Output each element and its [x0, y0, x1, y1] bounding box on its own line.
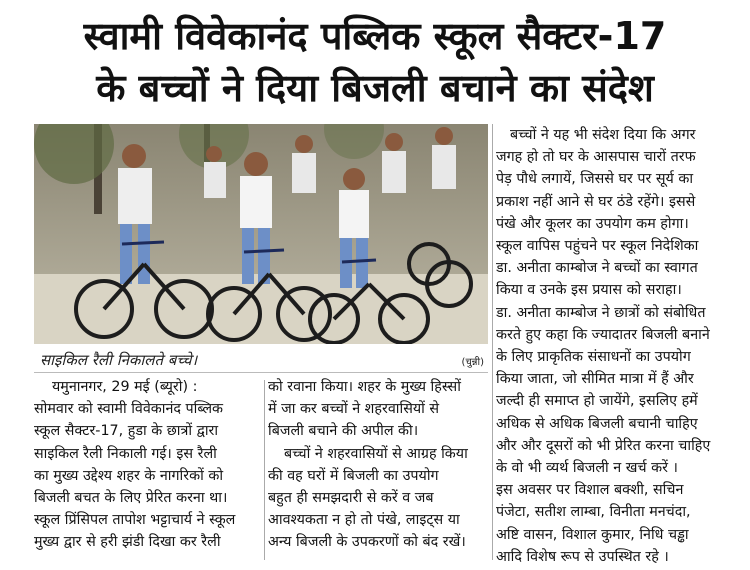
text-line: का मुख्य उद्देश्य शहर के नागरिकों को — [34, 467, 224, 484]
text-line: पंजेटा, सतीश लाम्बा, विनीता मनचंदा, — [496, 504, 691, 521]
text-line: स्कूल सैक्टर-17, हुडा के छात्रों द्वारा — [34, 423, 219, 440]
text-line: बच्चों ने यह भी संदेश दिया कि अगर — [510, 127, 696, 143]
cycle-rally-photo — [34, 124, 488, 344]
text-line: अधिक से अधिक बिजली बचानी चाहिए — [496, 415, 698, 432]
article-column-middle — [268, 376, 490, 554]
text-line: डा. अनीता काम्बोज ने छात्रों को संबोधित — [496, 304, 706, 321]
text-line: आदि विशेष रूप से उपस्थित रहे । — [496, 548, 669, 565]
text-line: को रवाना किया। शहर के मुख्य हिस्सों — [268, 379, 461, 395]
text-line: के वो भी व्यर्थ बिजली न खर्च करें । — [496, 460, 678, 477]
headline-line-1: स्वामी विवेकानंद पब्लिक स्कूल सैक्टर-17 — [83, 14, 667, 58]
text-line: स्कूल प्रिंसिपल तापोश भट्टाचार्य ने स्कूल — [34, 512, 236, 529]
text-line: किया व उनके इस प्रयास को सराहा। — [496, 282, 682, 299]
text-line: पंखे और कूलर का उपयोग कम होगा। — [496, 215, 689, 232]
column-divider — [264, 380, 265, 560]
column-divider — [492, 124, 493, 560]
text-line: प्रकाश नहीं आने से घर ठंडे रहेंगे। इससे — [496, 193, 696, 210]
photo-caption-bar — [34, 348, 488, 373]
text-line: किया जाता, जो सीमित मात्रा में हैं और — [496, 371, 694, 388]
news-photo — [34, 124, 488, 344]
text-line: सोमवार को स्वामी विवेकानंद पब्लिक — [34, 401, 224, 418]
text-line: बिजली बचत के लिए प्रेरित करना था। — [34, 490, 228, 507]
text-line: बच्चों ने शहरवासियों से आग्रह किया — [284, 445, 468, 462]
text-line: साइकिल रैली निकाली गई। इस रैली — [34, 445, 217, 462]
photo-credit: (चुन्नी) — [461, 357, 484, 368]
text-line: जगह हो तो घर के आसपास चारों तरफ — [496, 149, 696, 166]
text-line: की वह घरों में बिजली का उपयोग — [268, 467, 439, 484]
text-line: बिजली बचाने की अपील की। — [268, 423, 419, 440]
article-column-right — [496, 124, 748, 568]
text-line: डा. अनीता काम्बोज ने बच्चों का स्वागत — [496, 260, 698, 277]
photo-caption: साइकिल रैली निकालते बच्चे। — [40, 351, 198, 369]
text-line: जल्दी ही समाप्त हो जायेंगे, इसलिए हमें — [496, 393, 698, 410]
text-line: और और दूसरों को भी प्रेरित करना चाहिए — [496, 437, 711, 454]
text-line: बहुत ही समझदारी से करें व जब — [268, 490, 434, 507]
text-line: मुख्य द्वार से हरी झंडी दिखा कर रैली — [34, 534, 221, 551]
article-column-left — [34, 376, 262, 554]
text-line: अन्य बिजली के उपकरणों को बंद रखें। — [268, 534, 466, 551]
text-line: में जा कर बच्चों ने शहरवासियों से — [268, 401, 440, 418]
text-line: करते हुए कहा कि ज्यादातर बिजली बनाने — [496, 326, 710, 343]
dateline: यमुनानगर, 29 मई (ब्यूरो) : — [52, 379, 198, 395]
text-line: आवश्यकता न हो तो पंखे, लाइट्स या — [268, 512, 460, 529]
text-line: अष्टि वासन, विशाल कुमार, निधि चड्ढा — [496, 526, 689, 543]
text-line: पेड़ पौधे लगायें, जिससे घर पर सूर्य का — [496, 171, 694, 188]
text-line: के लिए प्राकृतिक संसाधनों का उपयोग — [496, 349, 691, 366]
text-line: स्कूल वापिस पहुंचने पर स्कूल निदेशिका — [496, 238, 699, 255]
text-line: इस अवसर पर विशाल बक्शी, सचिन — [496, 482, 684, 499]
headline-line-2: के बच्चों ने दिया बिजली बचाने का संदेश — [96, 66, 654, 110]
